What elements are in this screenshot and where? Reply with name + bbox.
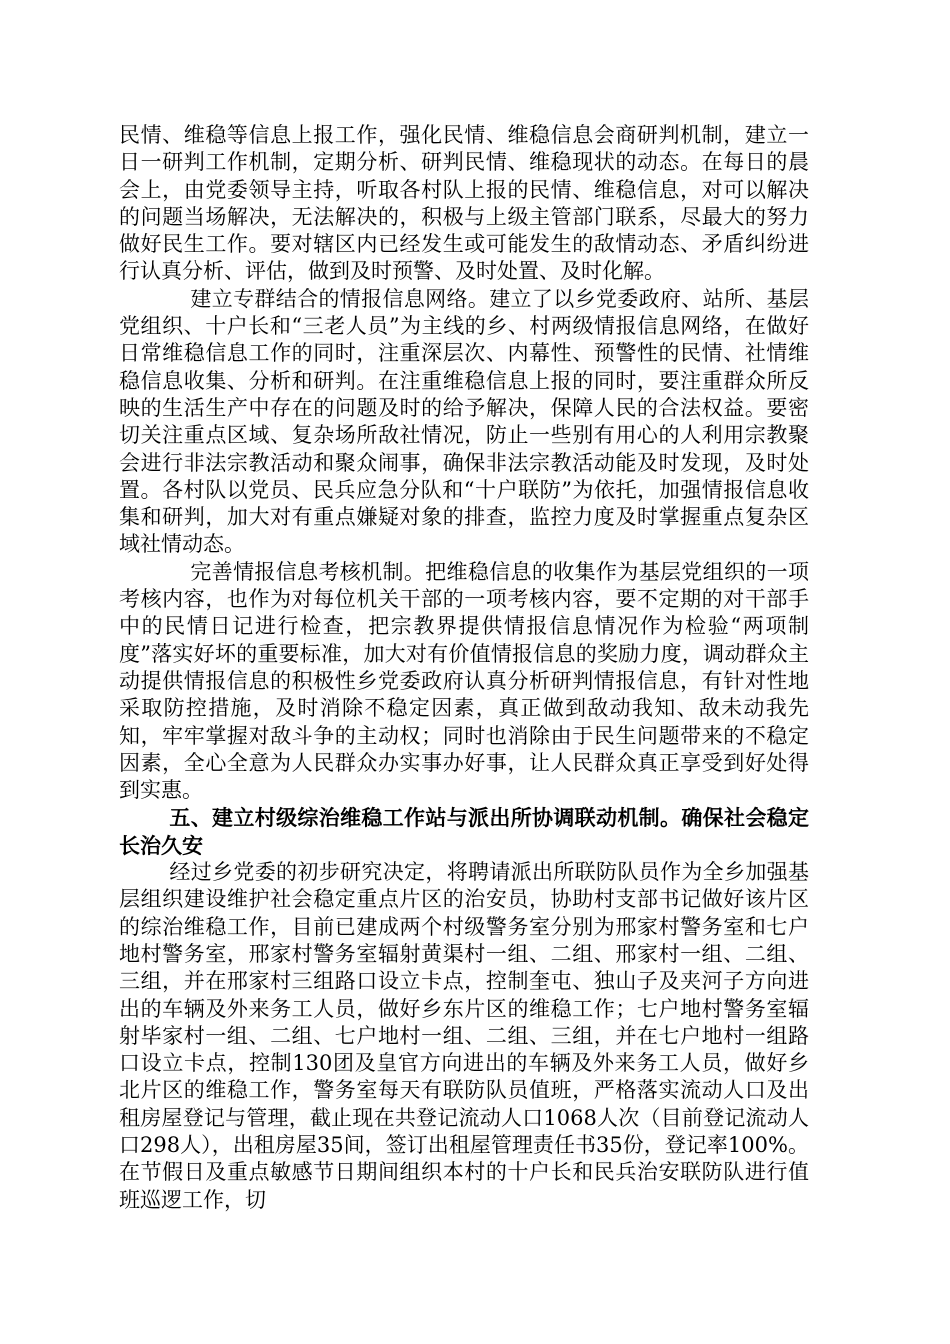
paragraph-assessment-mechanism: 完善情报信息考核机制。把维稳信息的收集作为基层党组织的一项考核内容，也作为对每位机关干部的一项考核内容，要不定期的对干部手中的民情日记进行检查，把宗教界提供情报信息情况作为检验“两项制度”落实好坏的重要标准，加大对有价值情报信息的奖励力度，调动群众主动提供情报信息的积极性乡党委政府认真分析研判情报信息，有针对性地采取防控措施，及时消除不稳定因素，真正做到敌动我知、敌未动我先知，牢牢掌握对敌斗争的主动权；同时也消除由于民生问题带来的不稳定因素，全心全意为人民群众办实事办好事，让人民群众真正享受到好处得到实惠。 [119, 559, 809, 803]
section-heading-five: 五、建立村级综治维稳工作站与派出所协调联动机制。确保社会稳定长治久安 [119, 805, 809, 858]
paragraph-intelligence-network: 建立专群结合的情报信息网络。建立了以乡党委政府、站所、基层党组织、十户长和“三老人员”为主线的乡、村两级情报信息网络，在做好日常维稳信息工作的同时，注重深层次、内幕性、预警性的民情、社情维稳信息收集、分析和研判。在注重维稳信息上报的同时，要注重群众所反映的生活生产中存在的问题及时的给予解决，保障人民的合法权益。要密切关注重点区域、复杂场所敌社情况，防止一些别有用心的人利用宗教聚会进行非法宗教活动和聚众闹事，确保非法宗教活动能及时发现，及时处置。各村队以党员、民兵应急分队和“十户联防”为依托，加强情报信息收集和研判，加大对有重点嫌疑对象的排查，监控力度及时掌握重点复杂区域社情动态。 [119, 286, 809, 557]
document-page [119, 122, 809, 1214]
paragraph-police-station-coordination: 经过乡党委的初步研究决定，将聘请派出所联防队员作为全乡加强基层组织建设维护社会稳定重点片区的治安员，协助村支部书记做好该片区的综治维稳工作，目前已建成两个村级警务室分别为邢家村警务室和七户地村警务室，邢家村警务室辐射黄渠村一组、二组、邢家村一组、二组、三组，并在邢家村三组路口设立卡点，控制奎屯、独山子及夹河子方向进出的车辆及外来务工人员，做好乡东片区的维稳工作；七户地村警务室辐射毕家村一组、二组、七户地村一组、二组、三组，并在七户地村一组路口设立卡点，控制130团及皇官方向进出的车辆及外来务工人员，做好乡北片区的维稳工作，警务室每天有联防队员值班，严格落实流动人口及出租房屋登记与管理，截止现在共登记流动人口1068人次（目前登记流动人口298人），出租房屋35间，签订出租屋管理责任书35份，登记率100%。在节假日及重点敏感节日期间组织本村的十户长和民兵治安联防队进行值班巡逻工作，切 [119, 860, 809, 1212]
paragraph-stability-info-reporting: 民情、维稳等信息上报工作，强化民情、维稳信息会商研判机制，建立一日一研判工作机制，定期分析、研判民情、维稳现状的动态。在每日的晨会上，由党委领导主持，听取各村队上报的民情、维稳信息，对可以解决的问题当场解决，无法解决的，积极与上级主管部门联系，尽最大的努力做好民生工作。要对辖区内已经发生或可能发生的敌情动态、矛盾纠纷进行认真分析、评估，做到及时预警、及时处置、及时化解。 [119, 123, 809, 284]
